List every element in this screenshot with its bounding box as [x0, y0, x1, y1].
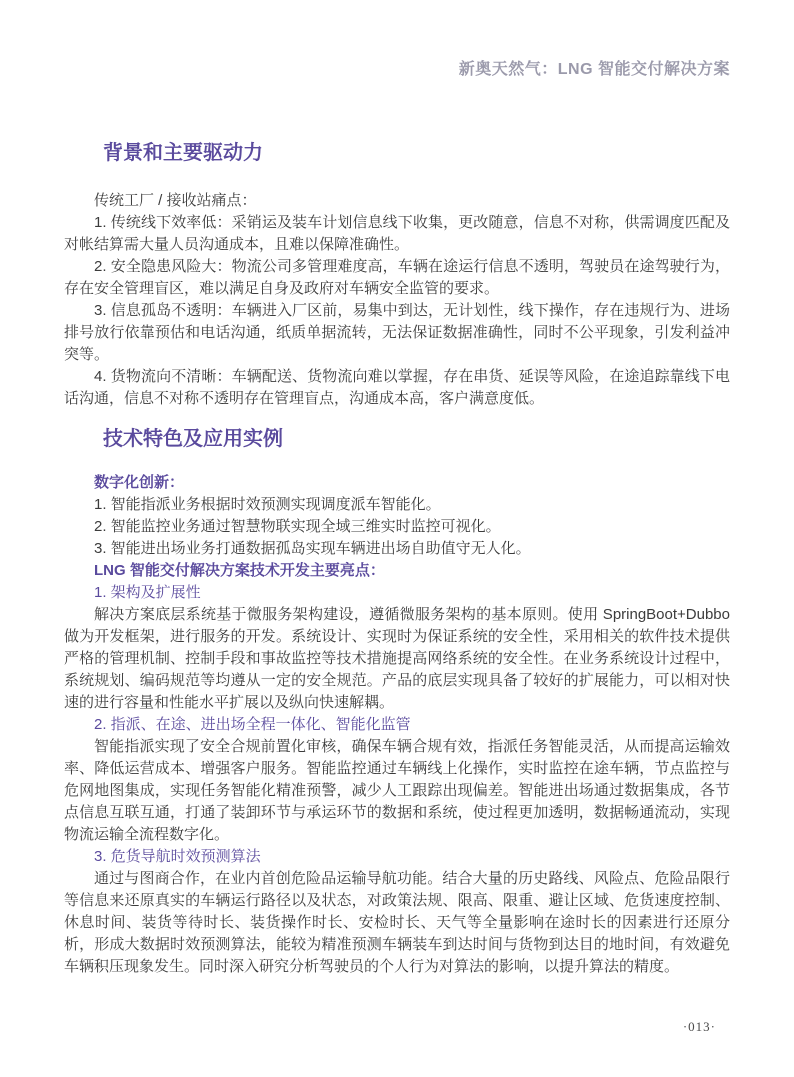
paragraph-pain-points-intro: 传统工厂 / 接收站痛点： — [94, 192, 257, 209]
digital-innovation-item-2: 2. 智能监控业务通过智慧物联实现全域三维实时监控可视化。 — [94, 518, 501, 535]
highlight-1-title: 1. 架构及扩展性 — [94, 584, 201, 601]
highlight-2-title: 2. 指派、在途、进出场全程一体化、智能化监管 — [94, 716, 411, 733]
label-digital-innovation: 数字化创新： — [94, 474, 185, 491]
digital-innovation-item-3: 3. 智能进出场业务打通数据孤岛实现车辆进出场自助值守无人化。 — [94, 540, 531, 557]
footer-page-number: ·013· — [682, 1019, 716, 1034]
highlight-3-body: 通过与图商合作，在业内首创危险品运输导航功能。结合大量的历史路线、风险点、危险品限行等信息来还原真实的车辆运行路径以及状态，对政策法规、限高、限重、避让区域、危货速度控制、休息时间、装货等待时长、装货操作时长、安检时长、天气等全量影响在途时长的因素进行还原分析，形成大数据时效预测算法，能较为精准预测车辆装车到达时间与货物到达目的地时间，有效避免车辆积压现象发生。同时深入研究分析驾驶员的个人行为对算法的影响，以提升算法的精度。 — [64, 870, 730, 975]
highlight-1-body: 解决方案底层系统基于微服务架构建设，遵循微服务架构的基本原则。使用 SpringBoot+Dubbo 做为开发框架，进行服务的开发。系统设计、实现时为保证系统的安全性，采用相关的软件技术提供严格的管理机制、控制手段和事故监控等技术措施提高网络系统的安全性。在业务系统设计过程中，系统规划、编码规范等均遵从一定的安全规范。产品的底层实现具备了较好的扩展能力，可以相对快速的进行容量和性能水平扩展以及纵向快速解耦。 — [64, 606, 730, 711]
paragraph-pain-point-4: 4. 货物流向不清晰：车辆配送、货物流向难以掌握，存在串货、延误等风险，在途追踪靠线下电话沟通，信息不对称不透明存在管理盲点，沟通成本高，客户满意度低。 — [64, 368, 730, 407]
page-content — [64, 138, 730, 978]
label-development-highlights: LNG 智能交付解决方案技术开发主要亮点： — [94, 562, 385, 579]
highlight-3-title: 3. 危货导航时效预测算法 — [94, 848, 261, 865]
section-title-background-drivers: 背景和主要驱动力 — [103, 142, 263, 164]
paragraph-pain-point-3: 3. 信息孤岛不透明：车辆进入厂区前，易集中到达，无计划性，线下操作，存在违规行为、进场排号放行依靠预估和电话沟通，纸质单据流转，无法保证数据准确性，同时不公平现象，引发利益冲突等。 — [64, 302, 730, 363]
paragraph-pain-point-1: 1. 传统线下效率低：采销运及装车计划信息线下收集，更改随意，信息不对称，供需调度匹配及对帐结算需大量人员沟通成本，且难以保障准确性。 — [64, 214, 730, 253]
section-title-tech-features: 技术特色及应用实例 — [103, 428, 283, 450]
paragraph-pain-point-2: 2. 安全隐患风险大：物流公司多管理难度高，车辆在途运行信息不透明，驾驶员在途驾驶行为，存在安全管理盲区，难以满足自身及政府对车辆安全监管的要求。 — [64, 258, 730, 297]
digital-innovation-item-1: 1. 智能指派业务根据时效预测实现调度派车智能化。 — [94, 496, 441, 513]
page-header-title: 新奥天然气：LNG 智能交付解决方案 — [458, 61, 730, 78]
highlight-2-body: 智能指派实现了安全合规前置化审核，确保车辆合规有效，指派任务智能灵活，从而提高运输效率、降低运营成本、增强客户服务。智能监控通过车辆线上化操作，实时监控在途车辆，节点监控与危网地图集成，实现任务智能化精准预警，减少人工跟踪出现偏差。智能进出场通过数据集成，各节点信息互联互通，打通了装卸环节与承运环节的数据和系统，使过程更加透明，数据畅通流动，实现物流运输全流程数字化。 — [64, 738, 730, 843]
